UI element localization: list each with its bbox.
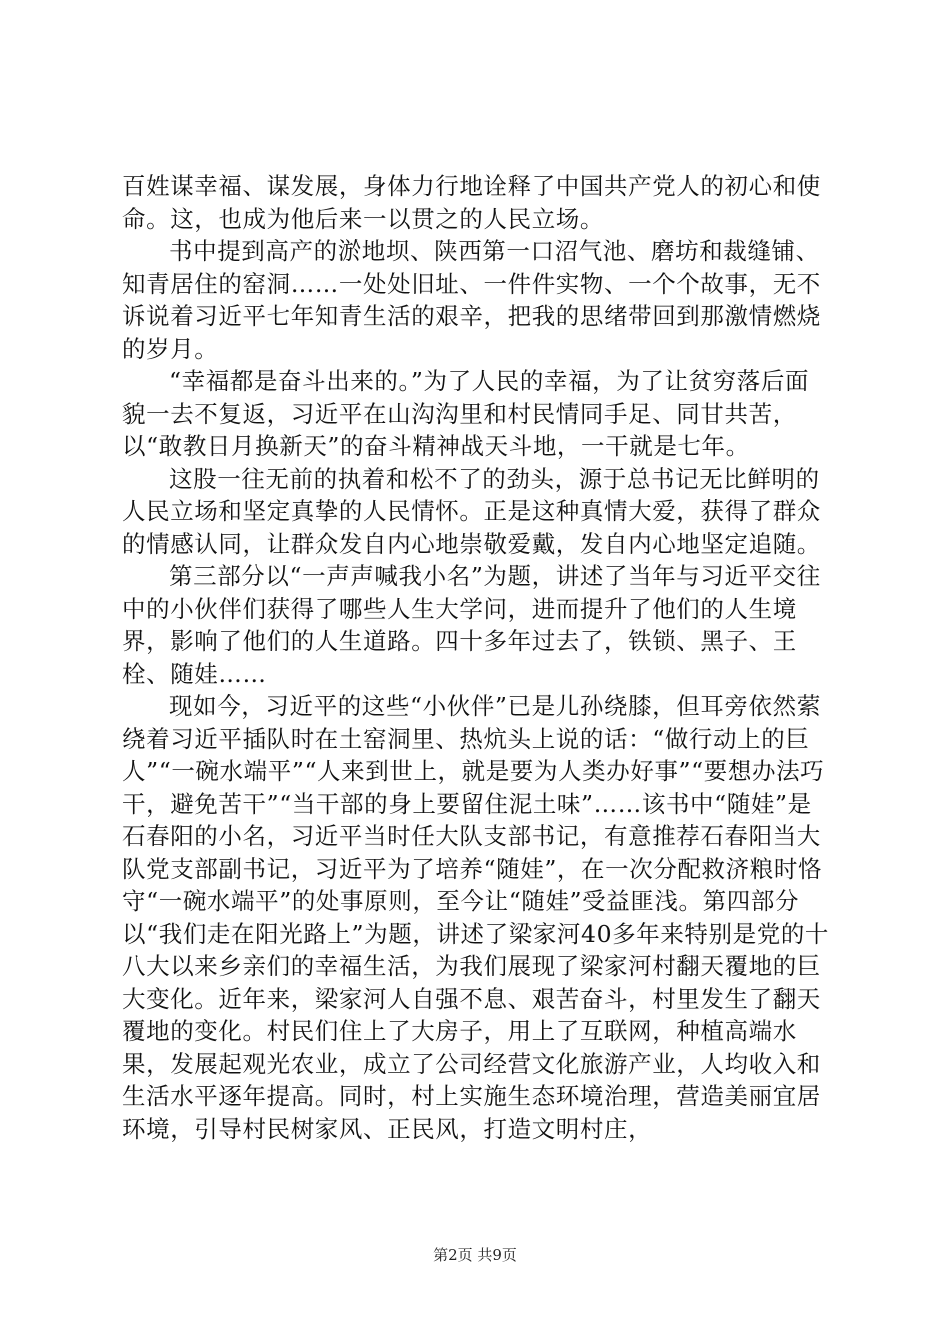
paragraph: 第三部分以“一声声喊我小名”为题，讲述了当年与习近平交往中的小伙伴们获得了哪些人生大学问，进而提升了他们的人生境界，影响了他们的人生道路。四十多年过去了，铁锁、黑子、王栓、随娃…… <box>122 562 821 688</box>
body-text <box>122 170 832 1145</box>
paragraph: 这股一往无前的执着和松不了的劲头，源于总书记无比鲜明的人民立场和坚定真挚的人民情怀。正是这种真情大爱，获得了群众的情感认同，让群众发自内心地崇敬爱戴，发自内心地坚定追随。 <box>122 464 821 558</box>
page-number: 第2页 共9页 <box>433 1246 517 1264</box>
paragraph-continuation: 百姓谋幸福、谋发展，身体力行地诠释了中国共产党人的初心和使命。这，也成为他后来一以贯之的人民立场。 <box>122 172 821 233</box>
paragraph: 书中提到高产的淤地坝、陕西第一口沼气池、磨坊和裁缝铺、知青居住的窑洞……一处处旧址、一件件实物、一个个故事，无不诉说着习近平七年知青生活的艰辛，把我的思绪带回到那激情燃烧的岁月。 <box>122 237 821 363</box>
page-footer <box>0 1244 950 1265</box>
paragraph: 现如今，习近平的这些“小伙伴”已是儿孙绕膝，但耳旁依然萦绕着习近平插队时在土窑洞里、热炕头上说的话：“做行动上的巨人”“一碗水端平”“人来到世上，就是要为人类办好事”“要想办法巧干，避免苦干”“当干部的身上要留住泥土味”……该书中“随娃”是石春阳的小名，习近平当时任大队支部书记，有意推荐石春阳当大队党支部副书记，习近平为了培养“随娃”，在一次分配救济粮时恪守“一碗水端平”的处事原则，至今让“随娃”受益匪浅。第四部分以“我们走在阳光路上”为题，讲述了梁家河40多年来特别是党的十八大以来乡亲们的幸福生活，为我们展现了梁家河村翻天覆地的巨大变化。近年来，梁家河人自强不息、艰苦奋斗，村里发生了翻天覆地的变化。村民们住上了大房子，用上了互联网，种植高端水果，发展起观光农业，成立了公司经营文化旅游产业，人均收入和生活水平逐年提高。同时，村上实施生态环境治理，营造美丽宜居环境，引导村民树家风、正民风，打造文明村庄， <box>122 692 830 1143</box>
paragraph: “幸福都是奋斗出来的。”为了人民的幸福，为了让贫穷落后面貌一去不复返，习近平在山沟沟里和村民情同手足、同甘共苦，以“敢教日月换新天”的奋斗精神战天斗地，一干就是七年。 <box>122 367 810 460</box>
